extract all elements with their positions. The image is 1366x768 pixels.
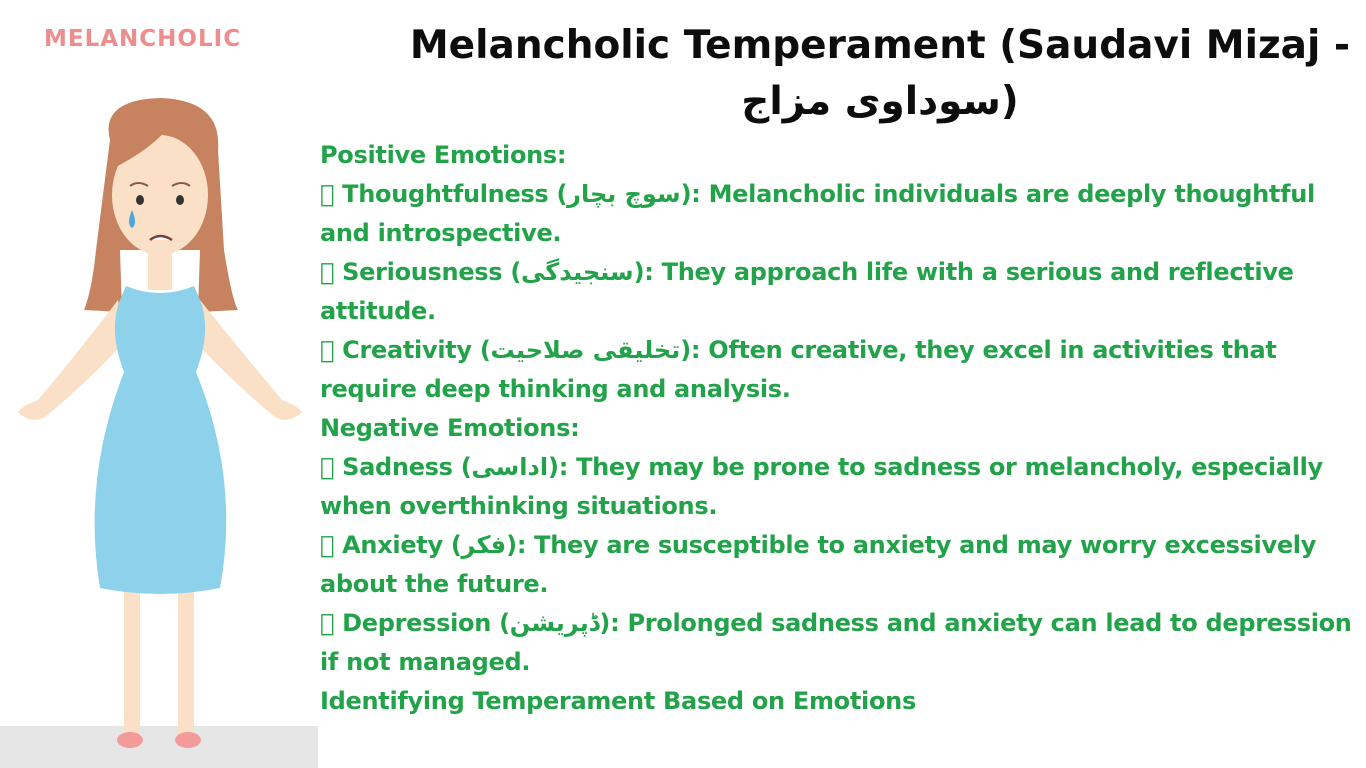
right-shoe bbox=[175, 732, 201, 748]
list-item-thoughtfulness: Thoughtfulness (سوچ بچار): Melancholic individuals are deeply thoughtful and introspective. bbox=[320, 180, 1351, 247]
left-leg bbox=[124, 570, 140, 740]
left-eye bbox=[136, 195, 144, 205]
list-item-seriousness: Seriousness (سنجیدگی): They approach life with a serious and reflective attitude. bbox=[320, 258, 1272, 325]
neck bbox=[148, 250, 172, 290]
left-arm bbox=[18, 300, 126, 420]
illustration-panel bbox=[0, 0, 318, 768]
list-item-creativity: Creativity (تخلیقی صلاحیت): Often creative, they excel in activities that require deep thinking and analysis. bbox=[320, 336, 1360, 403]
melancholic-woman-illustration bbox=[0, 0, 318, 768]
right-eye bbox=[176, 195, 184, 205]
emotions-content bbox=[320, 136, 1364, 721]
section-heading-negative: Negative Emotions: bbox=[320, 414, 580, 442]
list-item-sadness: Sadness (اداسی): They may be prone to sadness or melancholy, especially when overthinking situations. bbox=[320, 453, 1301, 520]
right-arm bbox=[194, 300, 302, 420]
footer-line: Identifying Temperament Based on Emotions bbox=[320, 687, 916, 715]
melancholic-label: MELANCHOLIC bbox=[44, 26, 242, 52]
floor-shadow bbox=[0, 726, 318, 768]
list-item-anxiety: Anxiety (فکر): They are susceptible to anxiety and may worry excessively about the future. bbox=[320, 531, 1294, 598]
left-shoe bbox=[117, 732, 143, 748]
page-title: Melancholic Temperament (Saudavi Mizaj - سوداوی مزاج) bbox=[409, 23, 1351, 124]
list-item-depression: Depression (ڈپریشن): Prolonged sadness and anxiety can lead to depression if not managed. bbox=[320, 609, 1356, 676]
section-heading-positive: Positive Emotions: bbox=[320, 141, 567, 169]
right-leg bbox=[178, 570, 194, 740]
